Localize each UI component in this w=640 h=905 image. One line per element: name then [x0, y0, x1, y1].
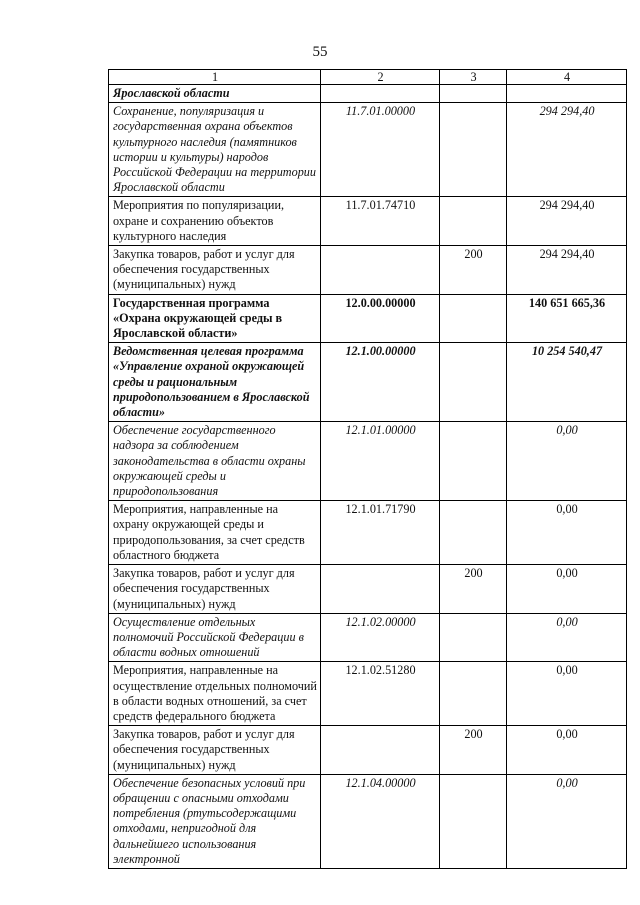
table-row	[109, 501, 627, 565]
row-name-cell: Обеспечение безопасных условий при обращении с опасными отходами потребления (ртутьсодержащими отходами, непригодной для дальнейшего использования электронной	[109, 774, 321, 868]
table-row	[109, 422, 627, 501]
row-expense-type-cell	[440, 662, 507, 726]
row-code-cell: 12.1.04.00000	[321, 774, 440, 868]
row-code-cell	[321, 726, 440, 775]
row-expense-type-cell: 200	[440, 246, 507, 295]
column-header-3: 3	[440, 70, 507, 85]
row-expense-type-cell	[440, 85, 507, 103]
table-row	[109, 774, 627, 868]
row-amount-cell: 140 651 665,36	[507, 294, 627, 343]
row-name-cell: Сохранение, популяризация и государственная охрана объектов культурного наследия (памятников истории и культуры) народов Российской Федерации на территории Ярославской области	[109, 103, 321, 197]
row-code-cell: 12.0.00.00000	[321, 294, 440, 343]
row-amount-cell: 294 294,40	[507, 103, 627, 197]
table-row	[109, 85, 627, 103]
row-name-cell: Ярославской области	[109, 85, 321, 103]
table-row	[109, 726, 627, 775]
row-amount-cell: 294 294,40	[507, 197, 627, 246]
column-header-1: 1	[109, 70, 321, 85]
row-amount-cell: 0,00	[507, 726, 627, 775]
table-row	[109, 294, 627, 343]
row-amount-cell: 0,00	[507, 422, 627, 501]
row-expense-type-cell: 200	[440, 565, 507, 614]
row-expense-type-cell	[440, 103, 507, 197]
row-expense-type-cell	[440, 197, 507, 246]
column-header-4: 4	[507, 70, 627, 85]
row-amount-cell: 0,00	[507, 662, 627, 726]
table-row	[109, 662, 627, 726]
row-code-cell: 12.1.02.51280	[321, 662, 440, 726]
row-name-cell: Закупка товаров, работ и услуг для обеспечения государственных (муниципальных) нужд	[109, 246, 321, 295]
row-name-cell: Мероприятия, направленные на осуществление отдельных полномочий в области водных отношений, за счет средств федерального бюджета	[109, 662, 321, 726]
row-amount-cell: 0,00	[507, 774, 627, 868]
row-code-cell: 11.7.01.00000	[321, 103, 440, 197]
row-code-cell: 11.7.01.74710	[321, 197, 440, 246]
row-expense-type-cell	[440, 501, 507, 565]
row-code-cell	[321, 565, 440, 614]
row-code-cell: 12.1.01.00000	[321, 422, 440, 501]
row-expense-type-cell	[440, 774, 507, 868]
row-name-cell: Осуществление отдельных полномочий Российской Федерации в области водных отношений	[109, 613, 321, 662]
table-row	[109, 613, 627, 662]
row-code-cell: 12.1.01.71790	[321, 501, 440, 565]
row-code-cell: 12.1.00.00000	[321, 343, 440, 422]
table-body	[109, 85, 627, 869]
row-expense-type-cell: 200	[440, 726, 507, 775]
table-row	[109, 197, 627, 246]
row-code-cell	[321, 246, 440, 295]
row-amount-cell	[507, 85, 627, 103]
row-amount-cell: 294 294,40	[507, 246, 627, 295]
table-row	[109, 103, 627, 197]
row-name-cell: Обеспечение государственного надзора за соблюдением законодательства в области охраны окружающей среды и природопользования	[109, 422, 321, 501]
row-expense-type-cell	[440, 294, 507, 343]
row-expense-type-cell	[440, 613, 507, 662]
row-code-cell	[321, 85, 440, 103]
table-row	[109, 343, 627, 422]
row-expense-type-cell	[440, 422, 507, 501]
row-name-cell: Закупка товаров, работ и услуг для обеспечения государственных (муниципальных) нужд	[109, 565, 321, 614]
row-name-cell: Государственная программа «Охрана окружающей среды в Ярославской области»	[109, 294, 321, 343]
page-number: 55	[312, 44, 328, 60]
row-name-cell: Ведомственная целевая программа «Управление охраной окружающей среды и рациональным природопользованием в Ярославской области»	[109, 343, 321, 422]
table-row	[109, 246, 627, 295]
row-amount-cell: 0,00	[507, 613, 627, 662]
table-header-row	[109, 70, 627, 85]
budget-table	[108, 69, 627, 869]
column-header-2: 2	[321, 70, 440, 85]
table-row	[109, 565, 627, 614]
row-name-cell: Закупка товаров, работ и услуг для обеспечения государственных (муниципальных) нужд	[109, 726, 321, 775]
row-amount-cell: 0,00	[507, 501, 627, 565]
row-name-cell: Мероприятия по популяризации, охране и сохранению объектов культурного наследия	[109, 197, 321, 246]
row-name-cell: Мероприятия, направленные на охрану окружающей среды и природопользования, за счет средств областного бюджета	[109, 501, 321, 565]
row-expense-type-cell	[440, 343, 507, 422]
row-code-cell: 12.1.02.00000	[321, 613, 440, 662]
row-amount-cell: 10 254 540,47	[507, 343, 627, 422]
row-amount-cell: 0,00	[507, 565, 627, 614]
